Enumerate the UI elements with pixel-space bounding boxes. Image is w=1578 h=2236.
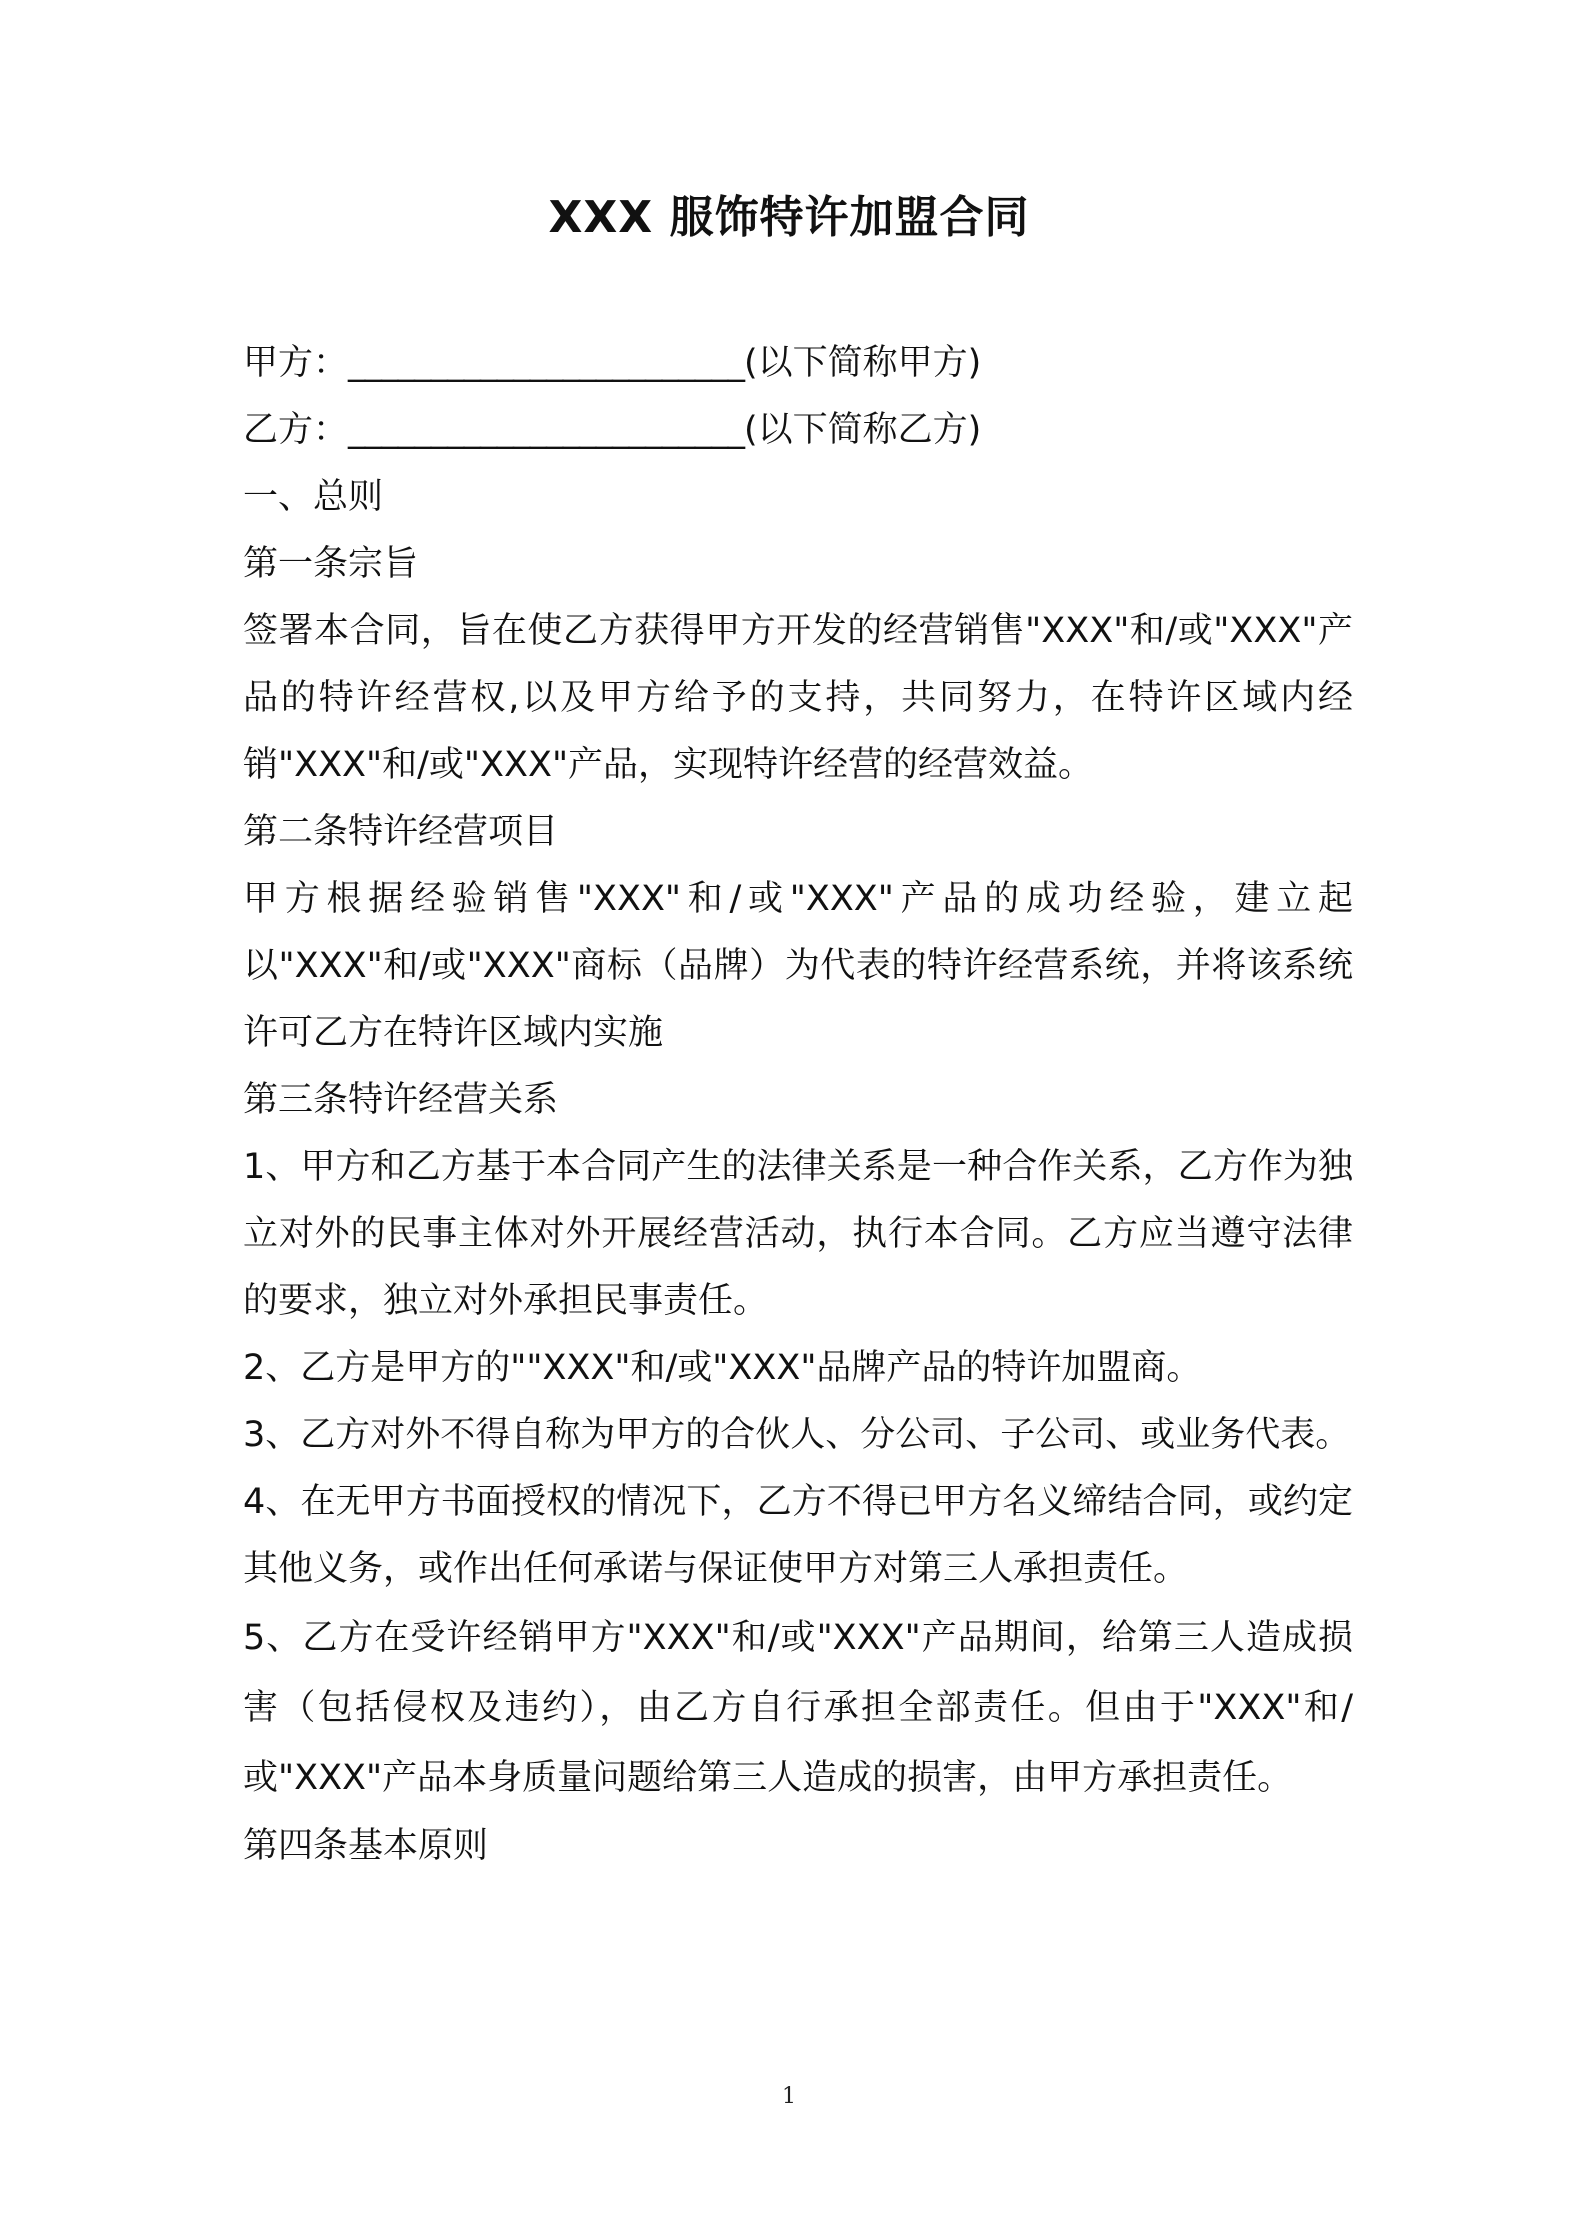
article-2-text: 甲方根据经验销售"XXX"和/或"XXX"产品的成功经验，建立起以"XXX"和/或"XXX"商标（品牌）为代表的特许经营系统，并将该系统许可乙方在特许区域内实施 [243, 879, 1353, 1053]
document-title: XXX 服饰特许加盟合同 [548, 192, 1030, 243]
article-3-item: 5、乙方在受许经销甲方"XXX"和/或"XXX"产品期间，给第三人造成损害（包括侵权及违约），由乙方自行承担全部责任。但由于"XXX"和/或"XXX"产品本身质量问题给第三人造成的损害，由甲方承担责任。 [243, 1618, 1353, 1798]
party-b-label: 乙方： [243, 410, 349, 450]
party-b-note: (以下简称乙方) [744, 410, 982, 450]
article-1-heading: 第一条宗旨 [243, 544, 419, 584]
article-3-item: 2、乙方是甲方的""XXX"和/或"XXX"品牌产品的特许加盟商。 [243, 1348, 1202, 1388]
article-3-item: 3、乙方对外不得自称为甲方的合伙人、分公司、子公司、或业务代表。 [243, 1415, 1351, 1455]
page-number: 1 [782, 2084, 796, 2109]
article-3-heading: 第三条特许经营关系 [243, 1080, 559, 1120]
article-4-heading: 第四条基本原则 [243, 1826, 489, 1866]
party-a-blank: ________________________ [348, 343, 745, 383]
article-2-heading: 第二条特许经营项目 [243, 812, 559, 852]
party-a-line [243, 330, 1353, 397]
article-3-item: 4、在无甲方书面授权的情况下，乙方不得已甲方名义缔结合同，或约定其他义务，或作出任何承诺与保证使甲方对第三人承担责任。 [243, 1482, 1353, 1589]
document-body [243, 330, 1353, 1880]
article-1-text: 签署本合同，旨在使乙方获得甲方开发的经营销售"XXX"和/或"XXX"产品的特许经营权,以及甲方给予的支持，共同努力，在特许区域内经销"XXX"和/或"XXX"产品，实现特许经营的经营效益。 [243, 611, 1353, 785]
party-a-label: 甲方： [243, 343, 349, 383]
party-b-blank: ________________________ [348, 410, 745, 450]
party-a-note: (以下简称甲方) [744, 343, 982, 383]
article-3-item: 1、甲方和乙方基于本合同产生的法律关系是一种合作关系，乙方作为独立对外的民事主体对外开展经营活动，执行本合同。乙方应当遵守法律的要求，独立对外承担民事责任。 [243, 1147, 1353, 1321]
section-heading: 一、总则 [243, 477, 384, 517]
party-b-line [243, 397, 1353, 464]
